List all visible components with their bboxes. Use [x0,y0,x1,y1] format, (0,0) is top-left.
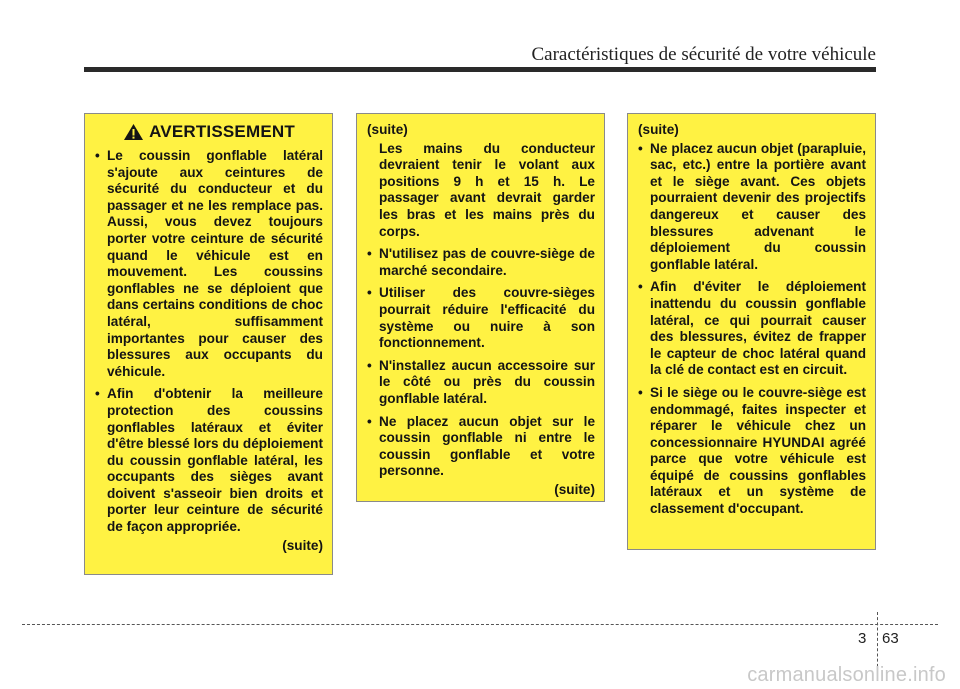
warning-heading [95,122,323,142]
list-item: • Ne placez aucun objet sur le coussin gonflable ni entre le coussin gonflable et votre personne. [367,414,595,480]
list-item: • Afin d'éviter le déploiement inattendu du coussin gonflable latéral, ce qui pourrait causer des blessures, évitez de frapper le capteur de choc latéral quand la clé de contact est en circuit. [638,279,866,379]
list-item: • Si le siège ou le couvre-siège est endommagé, faites inspecter et réparer le véhicule chez un concessionnaire HYUNDAI agréé parce que votre véhicule est équipé de coussins gonflables latéraux et un système de classement d'occupant. [638,385,866,518]
chapter-number: 3 [858,630,867,647]
warning-triangle-icon [123,123,144,141]
warning-list [638,141,866,518]
list-item: • Le coussin gonflable latéral s'ajoute aux ceintures de sécurité du conducteur et du passager et ne les remplace pas. Aussi, vous devez toujours porter votre ceinture de sécurité quand le véhicule est en mouvement. Les coussins gonflables ne se déploient que dans certains conditions de choc latéral, suffisamment importantes pour causer des blessures aux occupants du véhicule. [95,148,323,380]
warning-heading-text: AVERTISSEMENT [149,122,295,141]
continued-label: (suite) [554,481,595,497]
page-number: 63 [882,630,899,647]
header-title: Caractéristiques de sécurité de votre véhicule [531,44,876,65]
footer-rule [22,624,938,625]
continued-label: (suite) [282,537,323,553]
header-rule [84,67,876,72]
list-item: • Ne placez aucun objet (parapluie, sac, etc.) entre la portière avant et le siège avant. Ces objets pourraient devenir des projectifs dangereux et causer des blessures advenant le déploiement du coussin gonflable latéral. [638,141,866,274]
watermark: carmanualsonline.info [747,664,946,686]
list-item: • N'installez aucun accessoire sur le côté ou près du coussin gonflable latéral. [367,358,595,408]
list-item: • Afin d'obtenir la meilleure protection des coussins gonflables latéraux et éviter d'être blessé lors du déploiement du coussin gonflable latéral, les occupants des sièges avant doivent s'asseoir bien droits et porter leur ceinture de sécurité de façon appropriée. [95,386,323,535]
list-item: • Utiliser des couvre-sièges pourrait réduire l'efficacité du système ou nuire à son fonctionnement. [367,285,595,351]
continued-top-label: (suite) [367,122,408,137]
continued-top-label: (suite) [638,122,679,137]
warning-box [84,113,333,575]
warning-list [95,148,323,536]
footer-divider [877,612,878,672]
continuation-paragraph: Les mains du conducteur devraient tenir le volant aux positions 9 h et 15 h. Le passager avant devrait garder les bras et les mains près du corps. [379,140,595,239]
warning-box-continued [356,113,605,502]
warning-box-final [627,113,876,550]
list-item: • N'utilisez pas de couvre-siège de marché secondaire. [367,246,595,279]
warning-list [367,246,595,480]
